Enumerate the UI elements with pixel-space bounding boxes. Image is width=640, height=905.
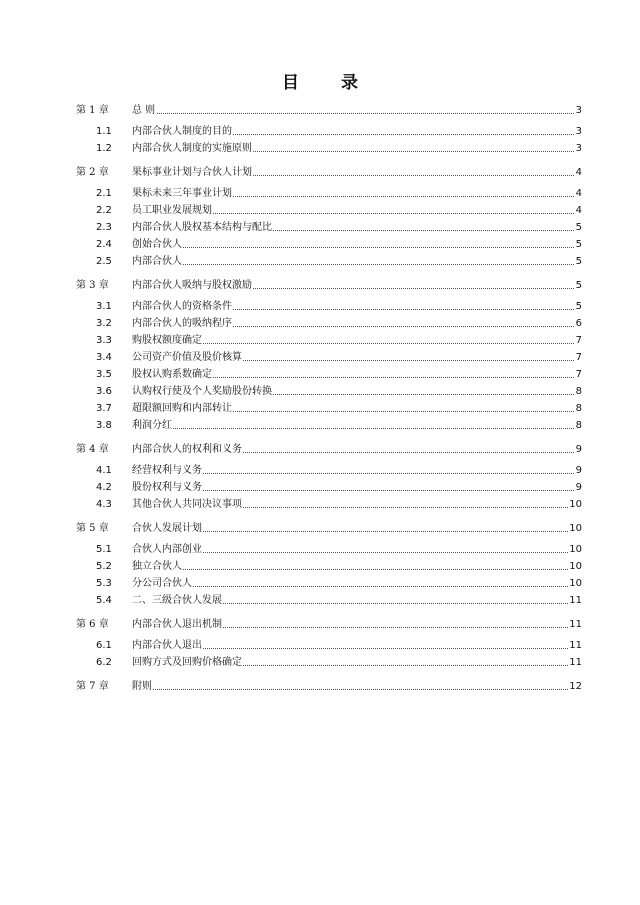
- toc-entry-title: 回购方式及回购价格确定: [132, 657, 242, 668]
- toc-entry-page: 12: [569, 681, 582, 692]
- toc-entry-page: 5: [575, 280, 582, 291]
- toc-entry-page: 11: [569, 595, 582, 606]
- toc-entry-number: 6.2: [96, 657, 112, 668]
- toc-entry-1.2[interactable]: [0, 142, 640, 156]
- toc-entry-4.2[interactable]: [0, 481, 640, 495]
- toc-entry-number: 3.6: [96, 386, 112, 397]
- toc-entry-title: 认购权行使及个人奖励股份转换: [132, 386, 272, 397]
- toc-entry-3.7[interactable]: [0, 402, 640, 416]
- toc-entry-page: 10: [569, 578, 582, 589]
- toc-entry-4.3[interactable]: [0, 498, 640, 512]
- toc-entry-number: 5.4: [96, 595, 112, 606]
- toc-entry-title: 分公司合伙人: [132, 578, 192, 589]
- toc-entry-page: 9: [575, 482, 582, 493]
- toc-entry-page: 3: [575, 105, 582, 116]
- toc-entry-6.2[interactable]: [0, 656, 640, 670]
- toc-entry-2.5[interactable]: [0, 255, 640, 269]
- toc-entry-title: 内部合伙人退出机制: [132, 619, 222, 630]
- toc-entry-number: 2.4: [96, 239, 112, 250]
- toc-entry-number: 5.2: [96, 561, 112, 572]
- toc-entry-title: 公司资产价值及股价核算: [132, 352, 242, 363]
- toc-entry-3.5[interactable]: [0, 368, 640, 382]
- toc-entry-2.3[interactable]: [0, 221, 640, 235]
- toc-entry-number: 3.5: [96, 369, 112, 380]
- toc-entry-title: 创始合伙人: [132, 239, 182, 250]
- toc-entry-page: 5: [575, 239, 582, 250]
- toc-entry-page: 8: [575, 386, 582, 397]
- toc-entry-5.2[interactable]: [0, 560, 640, 574]
- toc-entry-page: 9: [575, 444, 582, 455]
- toc-entry-page: 9: [575, 465, 582, 476]
- toc-entry-5.1[interactable]: [0, 543, 640, 557]
- toc-entry-page: 8: [575, 420, 582, 431]
- toc-entry-3.8[interactable]: [0, 419, 640, 433]
- toc-entry-title: 独立合伙人: [132, 561, 182, 572]
- toc-entry-title: 股权认购系数确定: [132, 369, 212, 380]
- toc-entry-3.4[interactable]: [0, 351, 640, 365]
- toc-entry-第5章[interactable]: [0, 522, 640, 536]
- toc-entry-第1章[interactable]: [0, 104, 640, 118]
- toc-entry-page: 7: [575, 352, 582, 363]
- toc-entry-number: 第 7 章: [76, 681, 109, 692]
- toc-entry-number: 1.2: [96, 143, 112, 154]
- toc-entry-page: 3: [575, 143, 582, 154]
- toc-entry-2.2[interactable]: [0, 204, 640, 218]
- toc-entry-5.3[interactable]: [0, 577, 640, 591]
- toc-entry-title: 果标未来三年事业计划: [132, 188, 232, 199]
- toc-entry-number: 4.3: [96, 499, 112, 510]
- toc-entry-number: 1.1: [96, 126, 112, 137]
- toc-entry-number: 3.1: [96, 301, 112, 312]
- toc-entry-title: 内部合伙人制度的目的: [132, 126, 232, 137]
- toc-entry-number: 2.2: [96, 205, 112, 216]
- toc-entry-2.1[interactable]: [0, 187, 640, 201]
- toc-entry-number: 3.7: [96, 403, 112, 414]
- toc-entry-number: 第 5 章: [76, 523, 109, 534]
- toc-entry-page: 7: [575, 369, 582, 380]
- toc-entry-3.3[interactable]: [0, 334, 640, 348]
- toc-entry-1.1[interactable]: [0, 125, 640, 139]
- toc-entry-page: 4: [575, 205, 582, 216]
- toc-entry-number: 第 3 章: [76, 280, 109, 291]
- toc-entry-number: 3.2: [96, 318, 112, 329]
- toc-entry-number: 第 4 章: [76, 444, 109, 455]
- toc-entry-第2章[interactable]: [0, 166, 640, 180]
- toc-entry-title: 果标事业计划与合伙人计划: [132, 167, 252, 178]
- toc-entry-第3章[interactable]: [0, 279, 640, 293]
- toc-entry-title: 员工职业发展规划: [132, 205, 212, 216]
- toc-entry-page: 10: [569, 499, 582, 510]
- toc-entry-page: 4: [575, 188, 582, 199]
- toc-entry-number: 2.5: [96, 256, 112, 267]
- toc-entry-number: 4.1: [96, 465, 112, 476]
- toc-entry-page: 7: [575, 335, 582, 346]
- toc-entry-title: 内部合伙人制度的实施原则: [132, 143, 252, 154]
- toc-entry-4.1[interactable]: [0, 464, 640, 478]
- toc-entry-number: 2.3: [96, 222, 112, 233]
- toc-entry-title: 合伙人内部创业: [132, 544, 202, 555]
- toc-entry-title: 其他合伙人共同决议事项: [132, 499, 242, 510]
- toc-dot-leader: [132, 428, 574, 429]
- toc-entry-number: 2.1: [96, 188, 112, 199]
- toc-dot-leader: [132, 113, 574, 114]
- toc-entry-page: 11: [569, 640, 582, 651]
- toc-entry-page: 6: [575, 318, 582, 329]
- toc-entry-5.4[interactable]: [0, 594, 640, 608]
- toc-entry-title: 内部合伙人吸纳与股权激励: [132, 280, 252, 291]
- page-title: 目 录: [282, 73, 376, 93]
- toc-entry-page: 4: [575, 167, 582, 178]
- toc-entry-title: 购股权额度确定: [132, 335, 202, 346]
- toc-entry-page: 11: [569, 619, 582, 630]
- toc-entry-title: 附则: [132, 681, 152, 692]
- toc-entry-title: 内部合伙人退出: [132, 640, 202, 651]
- toc-entry-number: 3.4: [96, 352, 112, 363]
- toc-entry-number: 3.8: [96, 420, 112, 431]
- toc-entry-2.4[interactable]: [0, 238, 640, 252]
- toc-entry-page: 3: [575, 126, 582, 137]
- toc-dot-leader: [132, 569, 574, 570]
- toc-entry-第6章[interactable]: [0, 618, 640, 632]
- toc-entry-3.2[interactable]: [0, 317, 640, 331]
- toc-entry-title: 内部合伙人的资格条件: [132, 301, 232, 312]
- toc-entry-title: 内部合伙人股权基本结构与配比: [132, 222, 272, 233]
- toc-entry-第7章[interactable]: [0, 680, 640, 694]
- toc-entry-6.1[interactable]: [0, 639, 640, 653]
- toc-dot-leader: [132, 689, 574, 690]
- toc-entry-page: 10: [569, 561, 582, 572]
- toc-entry-title: 超限额回购和内部转让: [132, 403, 232, 414]
- toc-entry-page: 5: [575, 301, 582, 312]
- toc-entry-page: 11: [569, 657, 582, 668]
- toc-entry-number: 第 1 章: [76, 105, 109, 116]
- toc-entry-第4章[interactable]: [0, 443, 640, 457]
- toc-entry-title: 股份权利与义务: [132, 482, 202, 493]
- toc-entry-title: 内部合伙人的吸纳程序: [132, 318, 232, 329]
- toc-entry-3.6[interactable]: [0, 385, 640, 399]
- toc-entry-3.1[interactable]: [0, 300, 640, 314]
- toc-entry-number: 5.1: [96, 544, 112, 555]
- toc-entry-number: 5.3: [96, 578, 112, 589]
- toc-entry-page: 10: [569, 523, 582, 534]
- toc-entry-number: 第 6 章: [76, 619, 109, 630]
- toc-entry-title: 总 则: [132, 105, 156, 116]
- toc-entry-number: 第 2 章: [76, 167, 109, 178]
- toc-entry-title: 内部合伙人的权利和义务: [132, 444, 242, 455]
- toc-dot-leader: [132, 264, 574, 265]
- toc-entry-title: 经营权利与义务: [132, 465, 202, 476]
- toc-entry-number: 6.1: [96, 640, 112, 651]
- toc-entry-page: 5: [575, 222, 582, 233]
- toc-dot-leader: [132, 247, 574, 248]
- toc-entry-page: 5: [575, 256, 582, 267]
- toc-entry-number: 3.3: [96, 335, 112, 346]
- toc-entry-title: 二、三级合伙人发展: [132, 595, 222, 606]
- toc-entry-title: 利润分红: [132, 420, 172, 431]
- toc-entry-number: 4.2: [96, 482, 112, 493]
- toc-dot-leader: [132, 586, 574, 587]
- toc-entry-title: 内部合伙人: [132, 256, 182, 267]
- toc-entry-page: 10: [569, 544, 582, 555]
- toc-entry-page: 8: [575, 403, 582, 414]
- toc-entry-title: 合伙人发展计划: [132, 523, 202, 534]
